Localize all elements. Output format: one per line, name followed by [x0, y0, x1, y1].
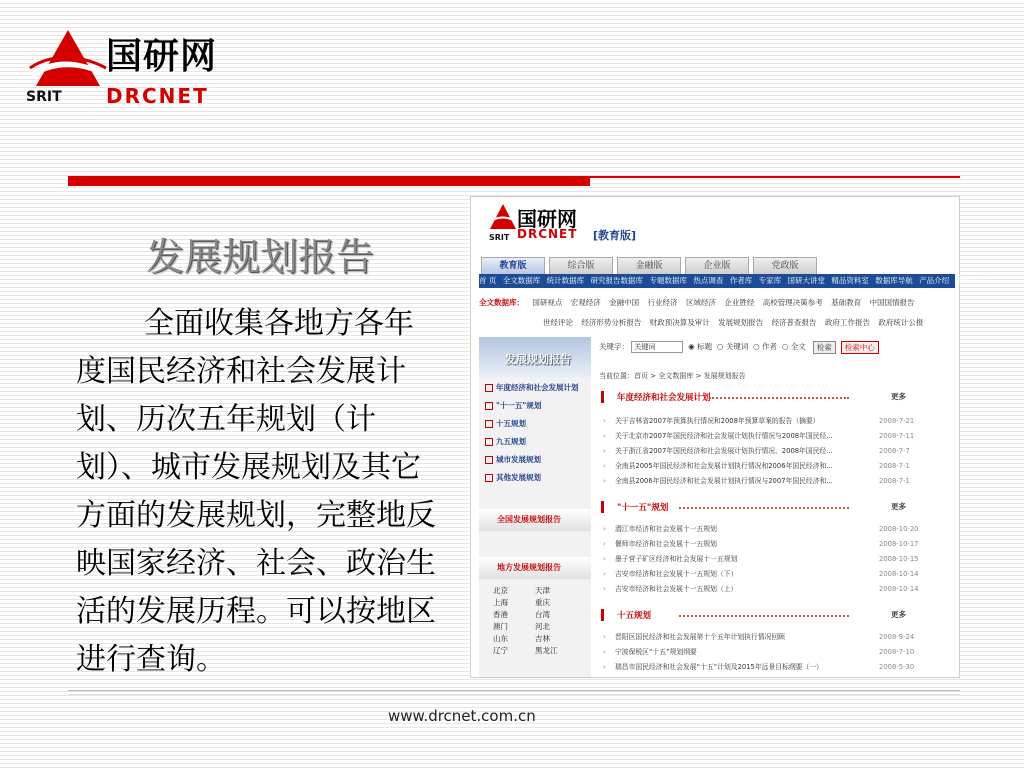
tab-government[interactable]: 党政版 [753, 257, 817, 274]
section-11th-plan [599, 499, 955, 515]
more-link[interactable]: 更多 [891, 610, 906, 619]
nav-fulltext-db[interactable]: 全文数据库 [502, 276, 541, 285]
footer-divider [68, 690, 960, 691]
list-item[interactable]: › 吉安市经济和社会发展十一五规划（上） 2008-10-14 [603, 585, 919, 593]
logo-english-name: DRCNET [106, 84, 209, 108]
search-button[interactable]: 检索 [813, 341, 836, 354]
tab-education[interactable]: 教育版 [481, 257, 545, 274]
section-title: 十五规划 [617, 611, 652, 621]
nav-stats-db[interactable]: 统计数据库 [546, 276, 585, 285]
tab-comprehensive[interactable]: 综合版 [549, 257, 613, 274]
list-item[interactable]: › 全南县2005年国民经济和社会发展计划执行情况和2006年国民经济和... 2008-7-1 [603, 462, 910, 470]
subnav-item[interactable]: 政府统计公报 [878, 318, 924, 327]
tab-finance[interactable]: 金融版 [617, 257, 681, 274]
region-link[interactable]: 吉林 [535, 634, 550, 643]
site-logo-cn: 国研网 [517, 207, 577, 231]
nav-topic-db[interactable]: 专题数据库 [649, 276, 687, 285]
subnav-item[interactable]: 基础教育 [831, 298, 862, 307]
region-link[interactable]: 黑龙江 [535, 646, 558, 655]
radio-author[interactable]: ○ 作者 [753, 342, 778, 351]
region-link[interactable]: 天津 [535, 586, 550, 595]
list-item[interactable]: › 潜江市经济和社会发展十一五规划 2008-10-20 [603, 525, 919, 533]
region-link[interactable]: 河北 [535, 622, 550, 631]
subnav-item[interactable]: 国研视点 [532, 298, 563, 307]
checkbox-icon [485, 438, 493, 446]
nav-authors[interactable]: 作者库 [729, 276, 753, 285]
list-item[interactable]: › 关于北京市2007年国民经济和社会发展计划执行情况与2008年国民经... 2008-7-11 [603, 432, 915, 440]
srit-mini-triangle-icon [489, 203, 517, 233]
site-header [471, 197, 959, 255]
srit-triangle-icon [26, 28, 106, 92]
subnav-item[interactable]: 企业胜经 [724, 298, 755, 307]
site-logo-srit: SRIT [489, 233, 510, 242]
subnav-item[interactable]: 政府工作报告 [824, 318, 870, 327]
checkbox-icon [485, 402, 493, 410]
sidebar-item-annual-plan[interactable]: 年度经济和社会发展计划 [485, 381, 587, 395]
sidebar-national-reports[interactable]: 全国发展规划报告 [479, 509, 591, 531]
sidebar-item-11th-plan[interactable]: "十一五"规划 [485, 399, 587, 413]
header-divider [68, 176, 960, 186]
nav-research-db[interactable]: 研究报告数据库 [590, 276, 644, 285]
subnav-item[interactable]: 经济普查报告 [771, 318, 817, 327]
edition-tabs [481, 257, 821, 273]
list-item[interactable]: › 墨子营子矿区经济和社会发展十一五规划 2008-10-15 [603, 555, 919, 563]
more-link[interactable]: 更多 [891, 502, 906, 511]
list-item[interactable]: › 偃师市经济和社会发展十一五规划 2008-10-17 [603, 540, 919, 548]
nav-products[interactable]: 产品介绍 [919, 276, 950, 285]
nav-help[interactable]: 帮助中心 [955, 276, 986, 285]
region-link[interactable]: 香港 [493, 610, 508, 619]
checkbox-icon [485, 420, 493, 428]
list-item[interactable]: › 晋阳区国民经济和社会发展第十个五年计划执行情况回顾 2008-9-24 [603, 633, 915, 641]
list-item[interactable]: › 吉安市经济和社会发展十一五规划（下） 2008-10-14 [603, 570, 919, 578]
subnav-item[interactable]: 财政预决算及审计 [649, 318, 710, 327]
more-link[interactable]: 更多 [891, 392, 906, 401]
subnav-item[interactable]: 世经评论 [543, 318, 573, 327]
nav-home[interactable]: 首 页 [479, 276, 497, 285]
fulltext-subnav [479, 297, 955, 308]
region-link[interactable]: 重庆 [535, 598, 550, 607]
sidebar-banner [479, 337, 591, 377]
search-label: 关键字： [599, 342, 629, 351]
nav-lecture[interactable]: 国研大讲堂 [787, 276, 826, 285]
sidebar-item-9th-plan[interactable]: 九五规划 [485, 435, 587, 449]
region-link[interactable]: 山东 [493, 634, 508, 643]
slide-title: 发展规划报告 [146, 235, 375, 279]
slide-body-text: 全面收集各地方各年度国民经济和社会发展计划、历次五年规划（计划）、城市发展规划及其它方面的发展规划，完整地反映国家经济、社会、政治生活的发展历程。可以按地区进行查询。 [76, 306, 436, 677]
region-link[interactable]: 辽宁 [493, 646, 508, 655]
main-navbar [479, 274, 986, 288]
subnav-label: 全文数据库： [479, 298, 524, 307]
subnav-item[interactable]: 发展规划报告 [718, 318, 764, 327]
checkbox-icon [485, 384, 493, 392]
subnav-item[interactable]: 金融中国 [609, 298, 640, 307]
subnav-item[interactable]: 高校管理决策参考 [762, 298, 823, 307]
site-edition-label: [教育版] [593, 229, 637, 242]
nav-db-guide[interactable]: 数据库导航 [875, 276, 913, 285]
region-link[interactable]: 北京 [493, 586, 508, 595]
radio-title[interactable]: ◉ 标题 [688, 342, 713, 351]
subnav-item[interactable]: 宏观经济 [570, 298, 601, 307]
sidebar-item-city-plan[interactable]: 城市发展规划 [485, 453, 587, 467]
subnav-item[interactable]: 中国国情报告 [869, 298, 915, 307]
nav-premium[interactable]: 精品资料室 [831, 276, 869, 285]
sidebar-item-10th-plan[interactable]: 十五规划 [485, 417, 587, 431]
subnav-item[interactable]: 区域经济 [685, 298, 716, 307]
section-title: "十一五"规划 [617, 503, 669, 513]
section-annual-plan [599, 389, 955, 405]
section-title: 年度经济和社会发展计划 [617, 393, 711, 403]
website-screenshot [470, 196, 986, 678]
subnav-item[interactable]: 经济形势分析报告 [581, 318, 642, 327]
checkbox-icon [485, 456, 493, 464]
region-link[interactable]: 澳门 [493, 622, 508, 631]
sidebar-banner-title: 发展规划报告 [505, 353, 571, 366]
region-link[interactable]: 上海 [493, 598, 508, 607]
list-item[interactable]: › 关于浙江省2007年国民经济和社会发展计划执行情况、2008年国民经... 2008-7-7 [603, 447, 910, 455]
section-10th-plan [599, 607, 955, 623]
nav-experts[interactable]: 专家库 [758, 276, 782, 285]
subnav-item[interactable]: 行业经济 [647, 298, 678, 307]
fulltext-subnav-row2 [543, 317, 955, 328]
logo-srit-label: SRIT [26, 89, 62, 105]
logo-chinese-name: 国研网 [106, 36, 218, 77]
list-item[interactable]: › 瑞昌市国民经济和社会发展“十五”计划及2015年远景目标纲要（一） 2008-5-30 [603, 663, 915, 671]
search-bar [599, 339, 955, 355]
radio-keyword[interactable]: ○ 关键词 [716, 342, 749, 351]
sidebar-item-other-plan[interactable]: 其他发展规划 [485, 471, 587, 485]
list-item[interactable]: › 关于吉林省2007年预算执行情况和2008年预算草案的报告（摘要） 2008-7-21 [603, 417, 915, 425]
radio-fulltext[interactable]: ○ 全文 [781, 342, 806, 351]
breadcrumb: 当前位置：首页 > 全文数据库 > 发展规划报告 [599, 372, 746, 380]
tab-enterprise[interactable]: 企业版 [685, 257, 749, 274]
site-logo-en: DRCNET [517, 227, 578, 241]
search-input[interactable]: 关键词 [631, 341, 683, 353]
nav-hot-survey[interactable]: 热点调查 [693, 276, 724, 285]
region-list [493, 585, 583, 657]
footer-url[interactable]: www.drcnet.com.cn [388, 707, 536, 725]
footer-divider-thin [68, 694, 960, 695]
region-link[interactable]: 台湾 [535, 610, 550, 619]
search-center-button[interactable]: 检索中心 [841, 341, 879, 354]
list-item[interactable]: › 全南县2006年国民经济和社会发展计划执行情况与2007年国民经济和... 2008-7-1 [603, 477, 910, 485]
list-item[interactable]: › 宁波保税区“十五”规划纲要 2008-7-10 [603, 648, 915, 656]
checkbox-icon [485, 474, 493, 482]
sidebar-local-reports[interactable]: 地方发展规划报告 [479, 557, 591, 579]
